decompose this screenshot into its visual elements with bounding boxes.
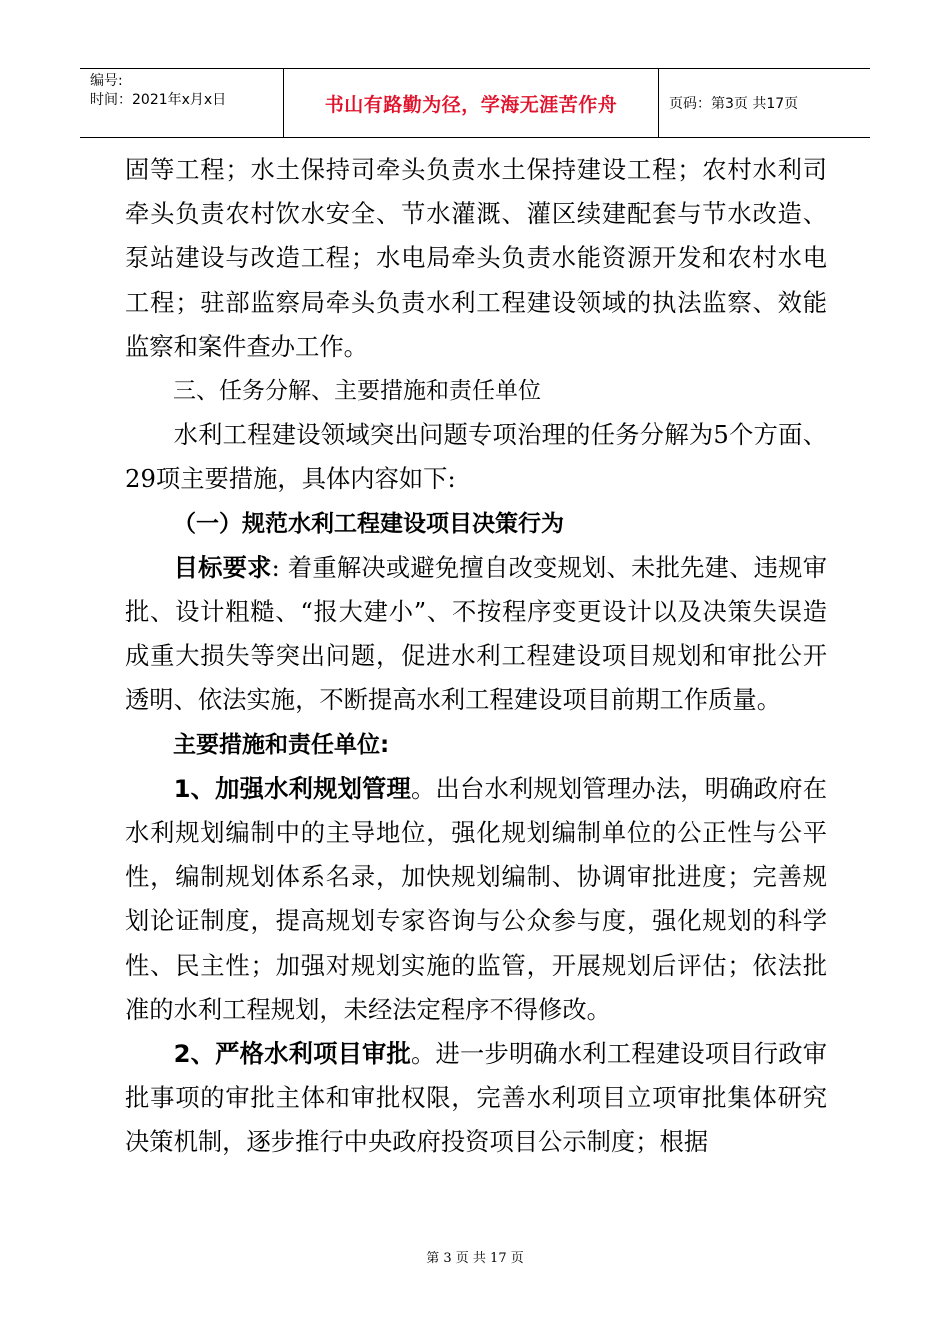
measures-heading: 主要措施和责任单位:	[173, 731, 390, 758]
time-label: 时间：2021年x月x日	[90, 92, 227, 108]
measure-2-text: 。进一步明确水利工程建设项目行政审批事项的审批主体和审批权限，完善水利项目立项审批集体研究决策机制，逐步推行中央政府投资项目公示制度；根据	[125, 1039, 828, 1157]
section-heading-3: 三、任务分解、主要措施和责任单位	[173, 378, 541, 405]
paragraph-measure-2	[125, 1032, 827, 1165]
page-header	[80, 68, 870, 138]
paragraph-task-breakdown: 水利工程建设领域突出问题专项治理的任务分解为5个方面、29项主要措施，具体内容如下:	[125, 420, 827, 494]
number-label: 编号:	[90, 73, 123, 89]
header-motto: 书山有路勤为径，学海无涯苦作舟	[283, 69, 659, 137]
paragraph-continued: 固等工程；水土保持司牵头负责水土保持建设工程；农村水利司牵头负责农村饮水安全、节水灌溉、灌区续建配套与节水改造、泵站建设与改造工程；水电局牵头负责水能资源开发和农村水电工程；驻部监察局牵头负责水利工程建设领域的执法监察、效能监察和案件查办工作。	[125, 155, 827, 361]
paragraph-measure-1	[125, 767, 827, 1032]
paragraph-goal	[125, 546, 827, 723]
measure-1-text: 。出台水利规划管理办法，明确政府在水利规划编制中的主导地位，强化规划编制单位的公正性与公平性，编制规划体系名录，加快规划编制、协调审批进度；完善规划论证制度，提高规划专家咨询与公众参与度，强化规划的科学性、民主性；加强对规划实施的监管，开展规划后评估；依法批准的水利工程规划，未经法定程序不得修改。	[125, 773, 828, 1024]
header-meta	[80, 69, 283, 137]
subsection-heading-1: （一）规范水利工程建设项目决策行为	[173, 510, 564, 537]
measure-1-lead: 1、加强水利规划管理	[173, 773, 412, 803]
measure-2-lead: 2、严格水利项目审批	[173, 1039, 412, 1069]
goal-lead: 目标要求	[173, 552, 272, 582]
document-body	[125, 148, 827, 1165]
page-footer: 第 3 页 共 17 页	[426, 1251, 524, 1266]
header-page-info: 页码：第3页 共17页	[669, 96, 799, 112]
goal-text: : 着重解决或避免擅自改变规划、未批先建、违规审批、设计粗糙、“报大建小”、不按程序变更设计以及决策失误造成重大损失等突出问题，促进水利工程建设项目规划和审批公开透明、依法实施，不断提高水利工程建设项目前期工作质量。	[125, 552, 827, 715]
